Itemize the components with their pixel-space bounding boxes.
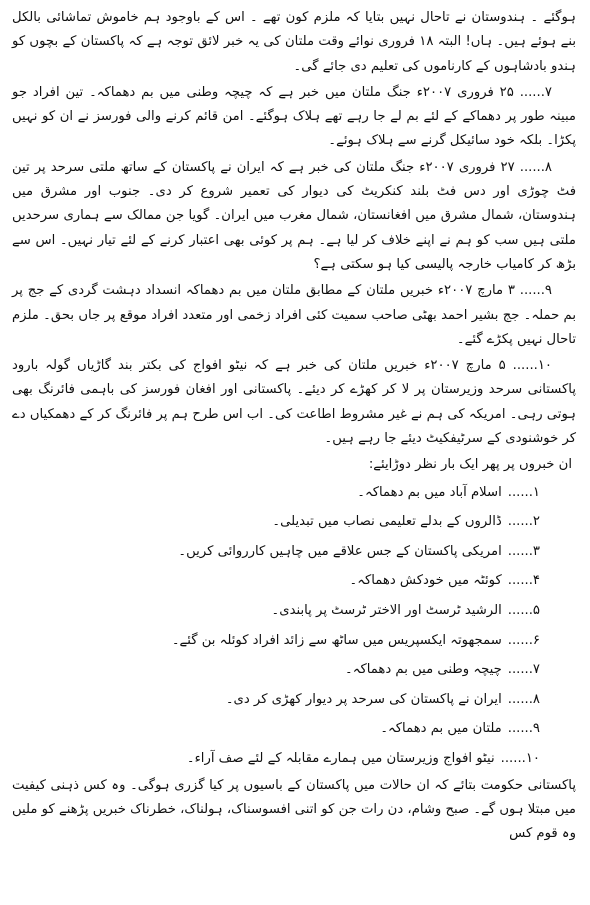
list-number: ۳......: [507, 543, 540, 559]
list-item: [12, 714, 576, 744]
item-number: ۸......: [519, 159, 553, 175]
list-text: ایران نے پاکستان کی سرحد پر دیوار کھڑی کر دی۔: [225, 691, 502, 707]
news-item: [12, 81, 576, 154]
list-item: [12, 537, 576, 567]
list-text: سمجھوتہ ایکسپریس میں ساٹھ سے زائد افراد کوئلہ بن گئے۔: [171, 632, 502, 648]
list-number: ۹......: [507, 721, 540, 737]
list-number: ۷......: [507, 662, 540, 678]
list-number: ۸......: [507, 691, 540, 707]
list-number: ۶......: [507, 632, 540, 648]
list-number: ۱......: [507, 484, 540, 500]
item-number: ۱۰......: [512, 358, 552, 374]
list-number: ۱۰......: [500, 750, 540, 766]
list-text: الرشید ٹرسٹ اور الاختر ٹرسٹ پر پابندی۔: [271, 603, 502, 619]
list-item: [12, 596, 576, 626]
list-number: ۵......: [507, 603, 540, 619]
recap-heading: ان خبروں پر پھر ایک بار نظر دوڑایئے:: [368, 457, 572, 473]
item-text: ۲۵ فروری ۲۰۰۷ء جنگ ملتان میں خبر ہے کہ چیچہ وطنی میں بم دھماکہ۔ تین افراد جو مبینہ طور پر دھماکے کے لئے بم لے جا رہے تھے ہلاک ہوگئے۔ امن قائم کرنے والی فورسز نے ان کو نہیں پکڑا۔ بلکہ خود سائیکل گرنے سے ہلاک ہوئے۔: [12, 84, 576, 149]
list-text: چیچہ وطنی میں بم دھماکہ۔: [345, 662, 502, 678]
list-text: نیٹو افواج وزیرستان میں ہمارے مقابلہ کے لئے صف آراء۔: [186, 750, 495, 766]
list-item: [12, 507, 576, 537]
list-item: [12, 655, 576, 685]
news-item: [12, 156, 576, 277]
list-text: کوئٹہ میں خودکش دھماکہ۔: [349, 573, 502, 589]
list-text: اسلام آباد میں بم دھماکہ۔: [357, 484, 502, 500]
list-number: ۲......: [507, 514, 540, 530]
list-text: ڈالروں کے بدلے تعلیمی نصاب میں تبدیلی۔: [272, 514, 502, 530]
list-item: [12, 626, 576, 656]
closing-paragraph: پاکستانی حکومت بتائے کہ ان حالات میں پاکستان کے باسیوں پر کیا گزری ہوگی۔ وہ کس ذہنی کیفیت میں مبتلا ہوں گے۔ صبح وشام، دن رات جن کو اتنی افسوسناک، ہولناک، خطرناک خبریں پڑھنے کو ملیں وہ قوم کس: [12, 777, 576, 842]
item-number: ۹......: [519, 283, 552, 299]
item-text: ۳ مارچ ۲۰۰۷ء خبریں ملتان کے مطابق ملتان میں بم دھماکہ انسداد دہشت گردی کے جج پر بم حملہ۔ جج بشیر احمد بھٹی صاحب سمیت کئی افراد زخمی اور متعدد افراد موقع پر جاں بحق۔ ملزم تاحال نہیں پکڑے گئے۔: [12, 283, 576, 347]
list-text: امریکی پاکستان کے جس علاقے میں چاہیں کارروائی کریں۔: [178, 543, 502, 559]
recap-list: [12, 478, 576, 774]
list-item: [12, 566, 576, 596]
item-number: ۷......: [519, 84, 552, 100]
item-text: ۵ مارچ ۲۰۰۷ء خبریں ملتان کی خبر ہے کہ نیٹو افواج کی بکتر بند گاڑیاں گولہ بارود پاکستانی سرحد وزیرستان پر لا کر کھڑے کر دیئے۔ پاکستانی اور افغان فورسز کی باہمی فائرنگ بھی ہوتی رہی۔ امریکہ کی ہم نے غیر مشروط اطاعت کی۔ اب اس طرح ہم پر فائرنگ کر کے دھمکیاں دے کر خوشنودی کے سرٹیفکیٹ دیئے جا رہے ہیں۔: [12, 358, 576, 447]
list-item: [12, 478, 576, 508]
intro-paragraph: ہوگئے ۔ ہندوستان نے تاحال نہیں بتایا کہ ملزم کون تھے ۔ اس کے باوجود ہم خاموش تماشائی بالکل بنے ہوئے ہیں۔ ہاں! البتہ ۱۸ فروری نوائے وقت ملتان کی یہ خبر لائق توجہ ہے کہ پاکستان کے بچوں کو ہندو بادشاہوں کے کارناموں کی تعلیم دی جائے گی۔: [12, 10, 576, 74]
news-item: [12, 279, 576, 352]
item-text: ۲۷ فروری ۲۰۰۷ء جنگ ملتان کی خبر ہے کہ ایران نے پاکستان کے ساتھ ملتی سرحد پر تین فٹ چوڑی اور دس فٹ بلند کنکریٹ کی دیوار کی تعمیر شروع کر دی۔ جنوب اور مشرق میں ہندوستان، شمال مشرق میں افغانستان، شمال مغرب میں ایران۔ گویا جن ممالک سے ہماری سرحدیں ملتی ہیں سب کو ہم نے اپنے خلاف کر لیا ہے۔ ہم پر کوئی بھی اعتبار کرنے کے لئے تیار نہیں۔ اس سے بڑھ کر کامیاب خارجہ پالیسی کیا ہو سکتی ہے؟: [12, 159, 576, 272]
list-number: ۴......: [507, 573, 540, 589]
news-items: [12, 81, 576, 451]
list-item: [12, 744, 576, 774]
news-item: [12, 354, 576, 451]
list-item: [12, 685, 576, 715]
list-text: ملتان میں بم دھماکہ۔: [380, 721, 502, 737]
